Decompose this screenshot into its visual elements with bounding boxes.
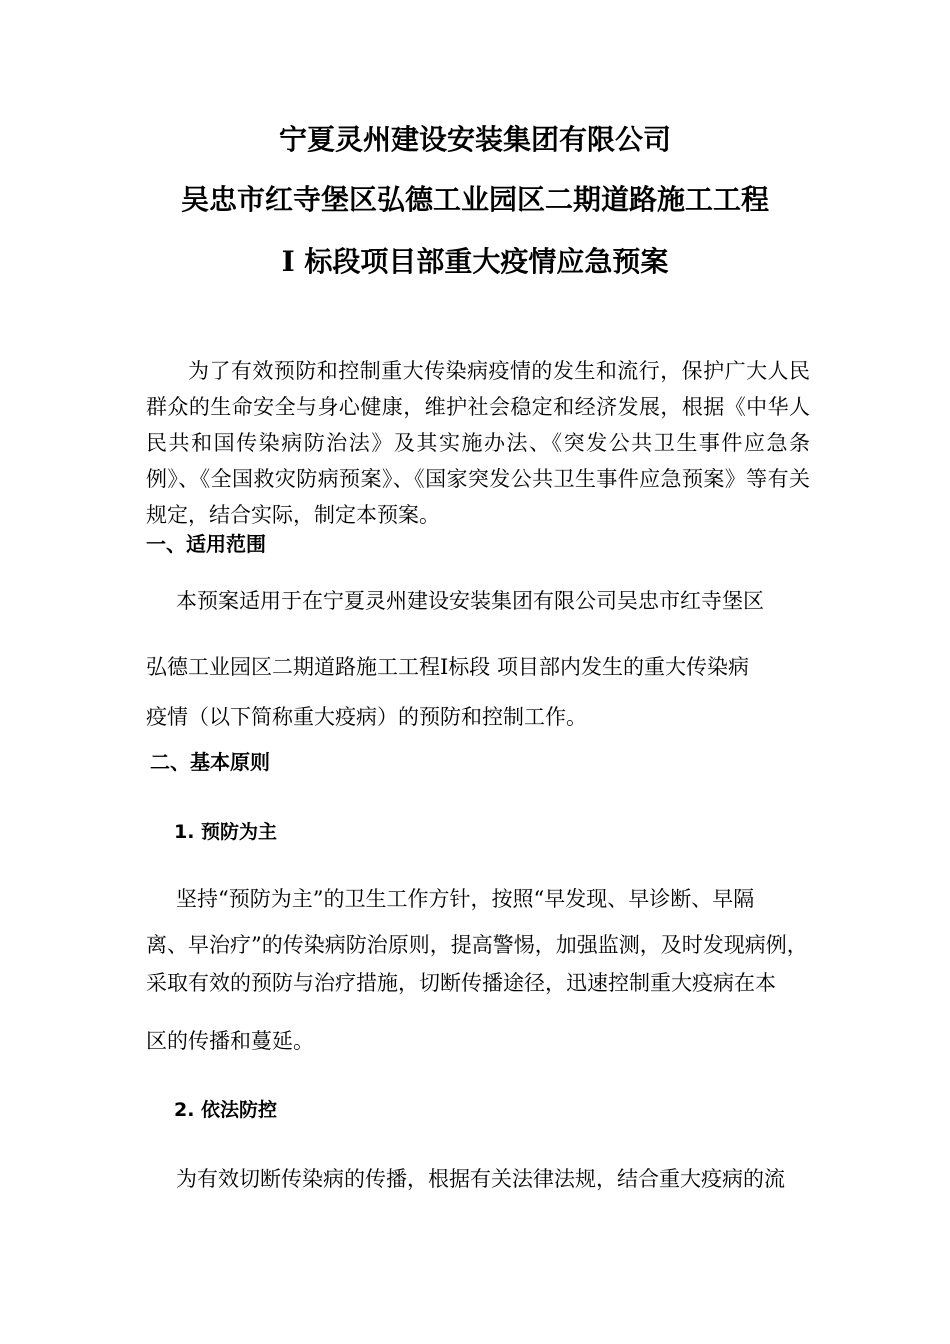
scope-line: 弘德工业园区二期道路施工工程Ⅰ标段 项目部内发生的重大传染病 [146,655,749,679]
title-plan: Ⅰ 标段项目部重大疫情应急预案 [281,245,669,278]
scope-line: 疫情（以下简称重大疫病）的预防和控制工作。 [146,705,587,729]
prevention-line: 坚持“预防为主”的卫生工作方针，按照“早发现、早诊断、早隔 [176,887,755,911]
scope-line: 本预案适用于在宁夏灵州建设安装集团有限公司吴忠市红寺堡区 [176,589,764,613]
principle-law-heading: 2. 依法防控 [174,1099,278,1121]
section-principles-heading: 二、基本原则 [150,750,270,774]
title-project: 吴忠市红寺堡区弘德工业园区二期道路施工工程 [180,183,769,216]
title-company: 宁夏灵州建设安装集团有限公司 [278,123,671,156]
principle-prevention-heading: 1. 预防为主 [174,821,278,843]
law-line: 为有效切断传染病的传播，根据有关法律法规，结合重大疫病的流 [176,1167,785,1191]
prevention-line: 离、早治疗”的传染病防治原则，提高警惕，加强监测，及时发现病例， [146,933,808,957]
section-scope-heading: 一、适用范围 [146,532,266,556]
prevention-line: 采取有效的预防与治疗措施，切断传播途径，迅速控制重大疫病在本 [146,971,776,995]
intro-paragraph: 为了有效预防和控制重大传染病疫情的发生和流行，保护广大人民群众的生命安全与身心健康，维护社会稳定和经济发展，根据《中华人民共和国传染病防治法》及其实施办法、《突发公共卫生事件应急条例》、《全国救灾防病预案》、《国家突发公共卫生事件应急预案》等有关规定，结合实际，制定本预案。 [146,359,810,527]
prevention-line: 区的传播和蔓延。 [146,1029,314,1053]
